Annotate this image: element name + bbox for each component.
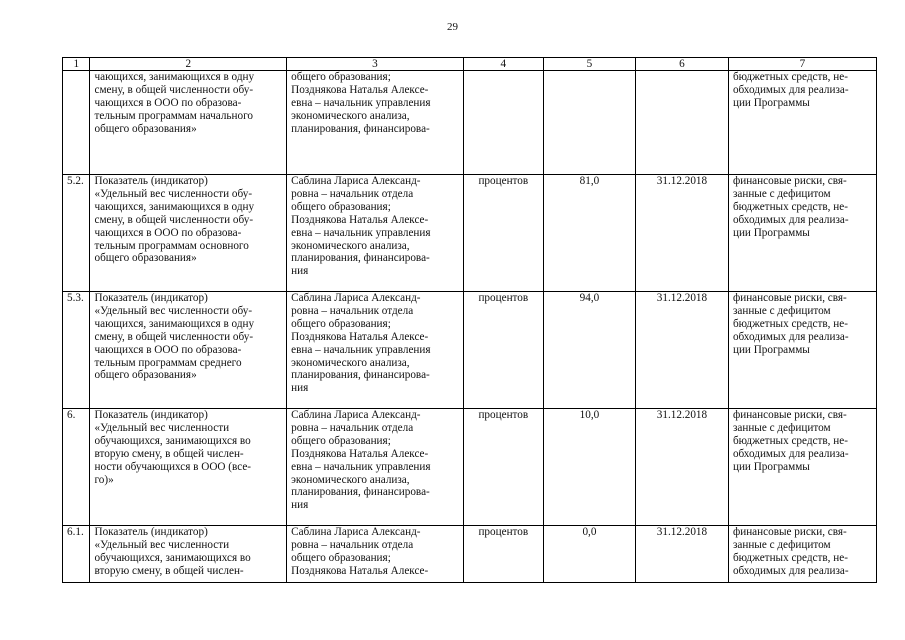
column-header: 4 (463, 58, 543, 71)
table-row (63, 175, 877, 292)
responsible-cell: Саблина Лариса Александ- ровна – начальник отдела общего образования; Позднякова Наталья Алексе- (287, 526, 464, 583)
indicator-cell: чающихся, занимающихся в одну смену, в общей численности обу- чающихся в ООО по образова- тельным программам начального общего образования» (90, 71, 287, 175)
date-cell: 31.12.2018 (635, 409, 728, 526)
row-number: 5.3. (63, 292, 90, 409)
value-cell: 81,0 (543, 175, 635, 292)
value-cell: 0,0 (543, 526, 635, 583)
responsible-cell: Саблина Лариса Александ- ровна – начальник отдела общего образования; Позднякова Наталья Алексе- евна – начальник управления экономического анализа, планирования, финансирова- ния (287, 409, 464, 526)
table-row (63, 409, 877, 526)
row-number (63, 71, 90, 175)
risks-cell: финансовые риски, свя- занные с дефицитом бюджетных средств, не- обходимых для реализа- ции Программы (728, 175, 876, 292)
indicators-table (62, 57, 877, 583)
responsible-cell: Саблина Лариса Александ- ровна – начальник отдела общего образования; Позднякова Наталья Алексе- евна – начальник управления экономического анализа, планирования, финансирова- ния (287, 292, 464, 409)
row-number: 5.2. (63, 175, 90, 292)
unit-cell: процентов (463, 292, 543, 409)
responsible-cell: Саблина Лариса Александ- ровна – начальник отдела общего образования; Позднякова Наталья Алексе- евна – начальник управления экономического анализа, планирования, финансирова- ния (287, 175, 464, 292)
risks-cell: финансовые риски, свя- занные с дефицитом бюджетных средств, не- обходимых для реализа- (728, 526, 876, 583)
table-header-row (63, 58, 877, 71)
value-cell (543, 71, 635, 175)
date-cell: 31.12.2018 (635, 292, 728, 409)
risks-cell: финансовые риски, свя- занные с дефицитом бюджетных средств, не- обходимых для реализа- ции Программы (728, 409, 876, 526)
column-header: 5 (543, 58, 635, 71)
row-number: 6. (63, 409, 90, 526)
unit-cell: процентов (463, 409, 543, 526)
indicator-cell: Показатель (индикатор) «Удельный вес численности обу- чающихся, занимающихся в одну смену, в общей численности обу- чающихся в ООО по образова- тельным программам основного общего образования» (90, 175, 287, 292)
table-row (63, 71, 877, 175)
column-header: 6 (635, 58, 728, 71)
row-number: 6.1. (63, 526, 90, 583)
date-cell (635, 71, 728, 175)
column-header: 3 (287, 58, 464, 71)
table-row (63, 526, 877, 583)
risks-cell: финансовые риски, свя- занные с дефицитом бюджетных средств, не- обходимых для реализа- ции Программы (728, 292, 876, 409)
unit-cell: процентов (463, 526, 543, 583)
unit-cell: процентов (463, 175, 543, 292)
table-row (63, 292, 877, 409)
column-header: 7 (728, 58, 876, 71)
value-cell: 10,0 (543, 409, 635, 526)
date-cell: 31.12.2018 (635, 526, 728, 583)
column-header: 1 (63, 58, 90, 71)
value-cell: 94,0 (543, 292, 635, 409)
date-cell: 31.12.2018 (635, 175, 728, 292)
unit-cell (463, 71, 543, 175)
column-header: 2 (90, 58, 287, 71)
indicator-cell: Показатель (индикатор) «Удельный вес численности обу- чающихся, занимающихся в одну смену, в общей численности обу- чающихся в ООО по образова- тельным программам среднего общего образования» (90, 292, 287, 409)
indicator-cell: Показатель (индикатор) «Удельный вес численности обучающихся, занимающихся во вторую смену, в общей числен- ности обучающихся в ООО (все- го)» (90, 409, 287, 526)
indicator-cell: Показатель (индикатор) «Удельный вес численности обучающихся, занимающихся во вторую смену, в общей числен- (90, 526, 287, 583)
risks-cell: бюджетных средств, не- обходимых для реализа- ции Программы (728, 71, 876, 175)
page-number: 29 (447, 21, 458, 33)
responsible-cell: общего образования; Поздняковa Наталья Алексе- евна – начальник управления экономического анализа, планирования, финансирова- (287, 71, 464, 175)
